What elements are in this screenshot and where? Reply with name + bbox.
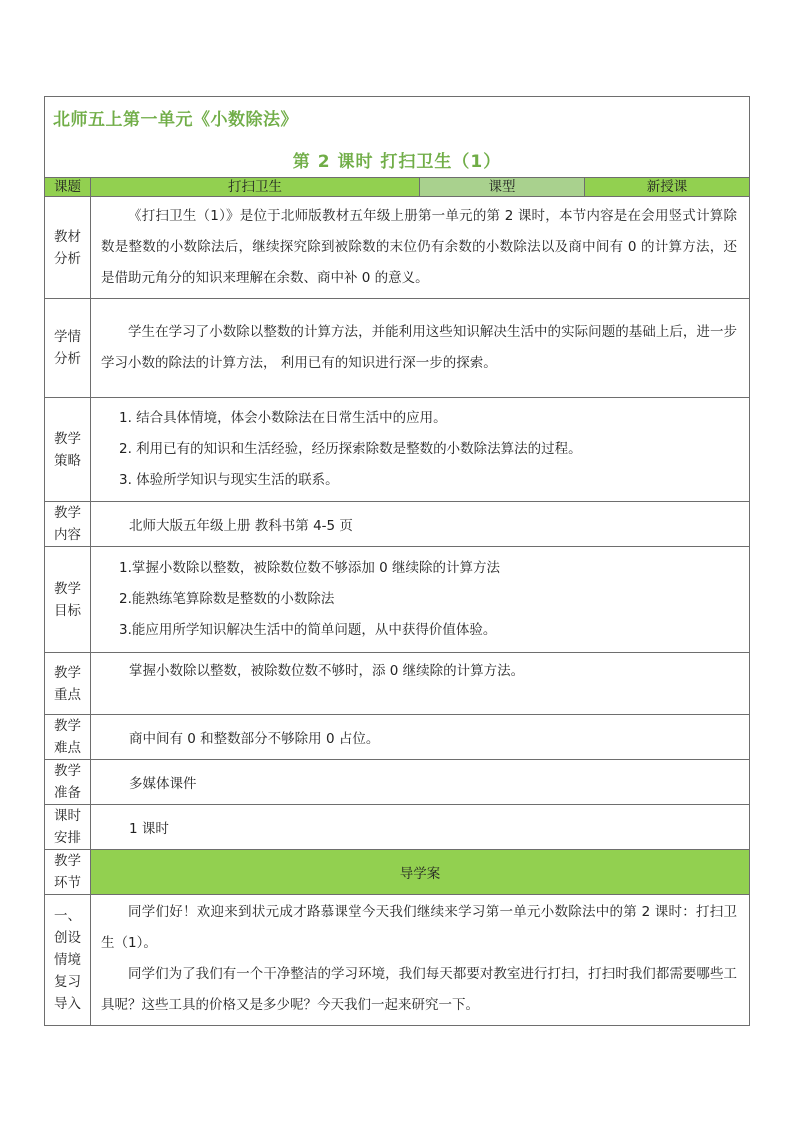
content-row — [45, 502, 750, 547]
list-item: 2. 利用已有的知识和生活经验，经历探索除数是整数的小数除法算法的过程。 — [119, 441, 582, 457]
row-label: 教学 难点 — [54, 718, 81, 756]
row-label: 教学 准备 — [54, 763, 81, 801]
row-label: 学情 分析 — [54, 329, 81, 367]
topic-label: 课题 — [45, 178, 91, 197]
title-row — [45, 97, 750, 178]
lesson-title: 第 2 课时 打扫卫生（1） — [292, 152, 502, 172]
unit-title: 北师五上第一单元《小数除法》 — [53, 110, 298, 130]
list-item: 2.能熟练笔算除数是整数的小数除法 — [119, 591, 335, 607]
list-item: 1.掌握小数除以整数，被除数位数不够添加 0 继续除的计算方法 — [119, 560, 501, 576]
type-value: 新授课 — [585, 178, 750, 197]
schedule-text: 1 课时 — [91, 805, 750, 850]
topic-value: 打扫卫生 — [91, 178, 420, 197]
row-label: 教学 内容 — [54, 505, 81, 543]
process-row — [45, 850, 750, 895]
row-label: 教学 策略 — [54, 430, 81, 469]
section1-row — [45, 895, 750, 1026]
row-label: 课时 安排 — [54, 808, 81, 846]
preparation-row — [45, 760, 750, 805]
student-analysis-row — [45, 299, 750, 398]
difficulties-row — [45, 715, 750, 760]
list-item: 3.能应用所学知识解决生活中的简单问题，从中获得价值体验。 — [119, 622, 497, 638]
lesson-plan-document — [44, 96, 749, 1026]
row-label: 教学 环节 — [54, 853, 81, 891]
list-item: 1. 结合具体情境，体会小数除法在日常生活中的应用。 — [119, 410, 447, 426]
info-row — [45, 178, 750, 197]
row-label: 一、 创设 情境 复习 导入 — [54, 908, 81, 1012]
textbook-analysis-row — [45, 197, 750, 299]
key-points-row — [45, 653, 750, 715]
type-label: 课型 — [420, 178, 585, 197]
goals-row — [45, 547, 750, 653]
textbook-analysis-text: 《打扫卫生（1）》是位于北师版教材五年级上册第一单元的第 2 课时，本节内容是在会用竖式计算除数是整数的小数除法后，继续探究除到被除数的末位仍有余数的小数除法以及商中间有 0 的计算方法，还是借助元角分的知识来理解在余数、商中补 0 的意义。 — [91, 197, 750, 299]
lesson-plan-table — [44, 96, 750, 1026]
paragraph: 同学们为了我们有一个干净整洁的学习环境，我们每天都要对教室进行打扫，打扫时我们都需要哪些工具呢？这些工具的价格又是多少呢？今天我们一起来研究一下。 — [101, 966, 737, 1013]
paragraph: 同学们好！欢迎来到状元成才路慕课堂今天我们继续来学习第一单元小数除法中的第 2 课时：打扫卫生（1）。 — [101, 904, 737, 951]
strategy-row — [45, 398, 750, 502]
process-header: 导学案 — [91, 850, 750, 895]
row-label: 教学 目标 — [54, 580, 81, 619]
preparation-text: 多媒体课件 — [91, 760, 750, 805]
list-item: 3. 体验所学知识与现实生活的联系。 — [119, 472, 339, 488]
content-text: 北师大版五年级上册 教科书第 4-5 页 — [91, 502, 750, 547]
row-label: 教材 分析 — [54, 228, 81, 267]
row-label: 教学 重点 — [54, 664, 81, 703]
student-analysis-text: 学生在学习了小数除以整数的计算方法，并能利用这些知识解决生活中的实际问题的基础上后，进一步学习小数的除法的计算方法， 利用已有的知识进行深一步的探索。 — [91, 299, 750, 398]
schedule-row — [45, 805, 750, 850]
difficulties-text: 商中间有 0 和整数部分不够除用 0 占位。 — [91, 715, 750, 760]
key-points-text: 掌握小数除以整数，被除数位数不够时，添 0 继续除的计算方法。 — [91, 653, 750, 715]
